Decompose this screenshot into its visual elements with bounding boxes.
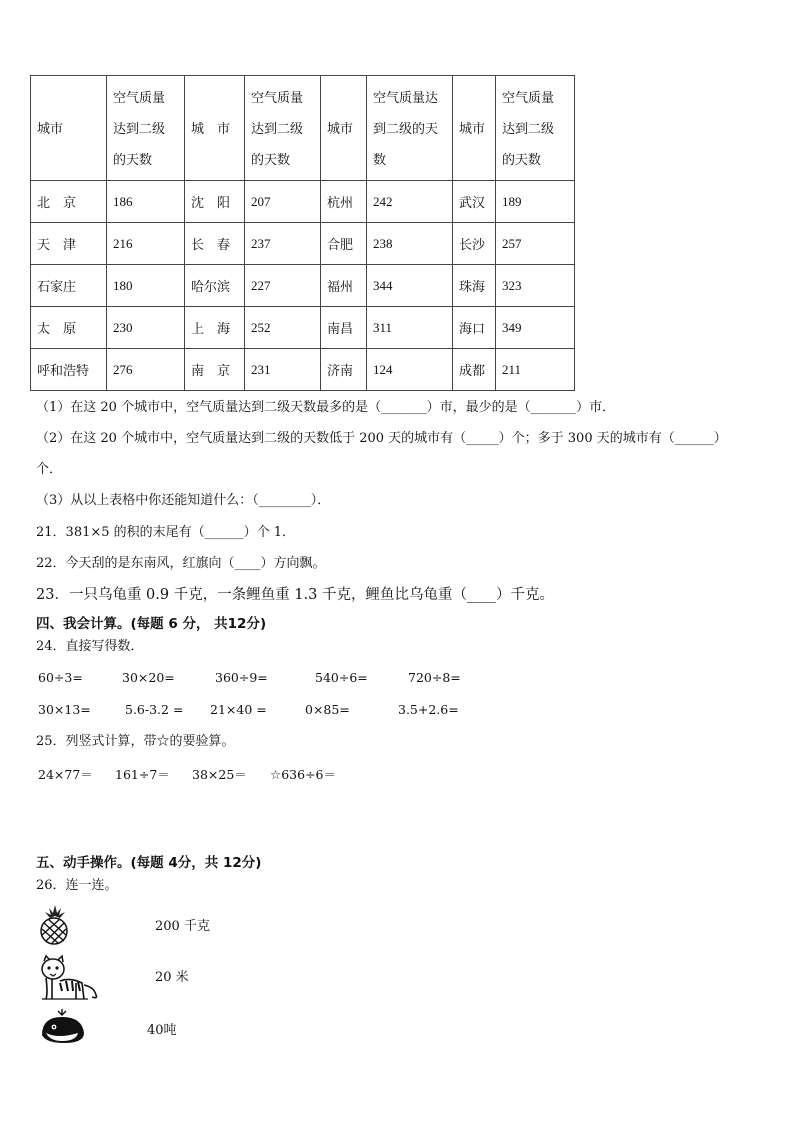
whale-icon (38, 1007, 88, 1047)
header-line: 达到二级 (502, 120, 555, 136)
days-cell: 227 (245, 265, 321, 307)
header-line: 到二级的天 (373, 120, 439, 136)
days-cell: 349 (496, 307, 575, 349)
city-cell: 石家庄 (31, 265, 107, 307)
header-cell (496, 76, 575, 181)
city-cell: 成都 (453, 349, 496, 391)
days-cell: 237 (245, 223, 321, 265)
header-line: 城市 (327, 120, 354, 136)
city-cell: 珠海 (453, 265, 496, 307)
days-cell: 207 (245, 181, 321, 223)
days-cell: 242 (367, 181, 453, 223)
question-26: 26．连一连。 (36, 878, 118, 893)
table-row (31, 265, 575, 307)
header-cell (107, 76, 185, 181)
table-header-row (31, 76, 575, 181)
calc-item: 360÷9= (215, 670, 268, 685)
answer-option: 20 米 (155, 970, 189, 985)
section-4-title: 四、我会计算。(每题 6 分， 共12分) (36, 616, 267, 632)
question-2-line-1: （2）在这 20 个城市中，空气质量达到二级的天数低于 200 天的城市有（_____）个；多于 300 天的城市有（______） (36, 431, 727, 446)
days-cell: 252 (245, 307, 321, 349)
days-cell: 238 (367, 223, 453, 265)
calc-item: 38×25＝ (192, 767, 247, 782)
city-cell: 呼和浩特 (31, 349, 107, 391)
days-cell: 344 (367, 265, 453, 307)
header-cell (185, 76, 245, 181)
question-1: （1）在这 20 个城市中，空气质量达到二级天数最多的是（_______）市，最少的是（_______）市． (36, 400, 616, 415)
days-cell: 276 (107, 349, 185, 391)
city-cell: 太 原 (31, 307, 107, 349)
city-cell: 北 京 (31, 181, 107, 223)
question-3: （3）从以上表格中你还能知道什么：（________）． (36, 493, 331, 508)
table-row (31, 307, 575, 349)
days-cell: 323 (496, 265, 575, 307)
city-cell: 长 春 (185, 223, 245, 265)
calc-item: 60÷3= (38, 670, 83, 685)
city-cell: 济南 (321, 349, 367, 391)
city-cell: 杭州 (321, 181, 367, 223)
question-21: 21．381×5 的积的末尾有（______）个 1． (36, 525, 296, 540)
city-cell: 上 海 (185, 307, 245, 349)
header-line: 城市 (37, 120, 64, 136)
days-cell: 216 (107, 223, 185, 265)
table-row (31, 181, 575, 223)
section-5-title: 五、动手操作。(每题 4分，共 12分) (36, 855, 262, 871)
header-line: 达到二级 (251, 120, 304, 136)
calc-item: 720÷8= (408, 670, 461, 685)
header-cell (31, 76, 107, 181)
header-line: 空气质量 (113, 89, 166, 105)
city-cell: 沈 阳 (185, 181, 245, 223)
header-line: 空气质量 (502, 89, 555, 105)
header-line: 数 (373, 151, 387, 167)
city-cell: 海口 (453, 307, 496, 349)
header-cell (321, 76, 367, 181)
question-25: 25．列竖式计算，带☆的要验算。 (36, 734, 235, 749)
header-line: 空气质量达 (373, 89, 439, 105)
city-cell: 武汉 (453, 181, 496, 223)
header-line: 的天数 (251, 151, 291, 167)
header-line: 的天数 (502, 151, 542, 167)
city-cell: 合肥 (321, 223, 367, 265)
calc-item: 0×85= (305, 702, 350, 717)
header-line: 城 市 (191, 120, 231, 136)
question-23: 23．一只乌龟重 0.9 千克，一条鲤鱼重 1.3 千克，鲤鱼比乌龟重（____）千克。 (36, 587, 555, 603)
days-cell: 124 (367, 349, 453, 391)
calc-item: 3.5+2.6= (398, 702, 459, 717)
answer-option: 200 千克 (155, 919, 210, 934)
table-row (31, 223, 575, 265)
header-cell (453, 76, 496, 181)
answer-option: 40吨 (147, 1023, 177, 1038)
calc-item: 21×40 = (210, 702, 267, 717)
days-cell: 180 (107, 265, 185, 307)
calc-item: 30×20= (122, 670, 175, 685)
header-cell (367, 76, 453, 181)
header-line: 的天数 (113, 151, 153, 167)
calc-item: 5.6-3.2 = (125, 702, 184, 717)
calc-item: 161÷7＝ (115, 767, 170, 782)
header-line: 达到二级 (113, 120, 166, 136)
days-cell: 231 (245, 349, 321, 391)
city-cell: 南昌 (321, 307, 367, 349)
question-22: 22．今天刮的是东南风，红旗向（____）方向飘。 (36, 556, 326, 571)
question-2-line-2: 个． (36, 462, 63, 477)
city-cell: 天 津 (31, 223, 107, 265)
calc-item: ☆636÷6＝ (270, 767, 336, 782)
days-cell: 186 (107, 181, 185, 223)
table-row (31, 349, 575, 391)
days-cell: 257 (496, 223, 575, 265)
header-line: 城市 (459, 120, 486, 136)
city-cell: 南 京 (185, 349, 245, 391)
header-line: 空气质量 (251, 89, 304, 105)
days-cell: 311 (367, 307, 453, 349)
days-cell: 230 (107, 307, 185, 349)
city-cell: 长沙 (453, 223, 496, 265)
calc-item: 540÷6= (315, 670, 368, 685)
question-24: 24．直接写得数． (36, 639, 144, 654)
header-cell (245, 76, 321, 181)
calc-item: 30×13= (38, 702, 91, 717)
pineapple-icon (36, 903, 74, 945)
city-cell: 福州 (321, 265, 367, 307)
days-cell: 211 (496, 349, 575, 391)
tiger-icon (36, 953, 102, 1001)
city-cell: 哈尔滨 (185, 265, 245, 307)
air-quality-table (30, 75, 575, 391)
days-cell: 189 (496, 181, 575, 223)
calc-item: 24×77＝ (38, 767, 93, 782)
